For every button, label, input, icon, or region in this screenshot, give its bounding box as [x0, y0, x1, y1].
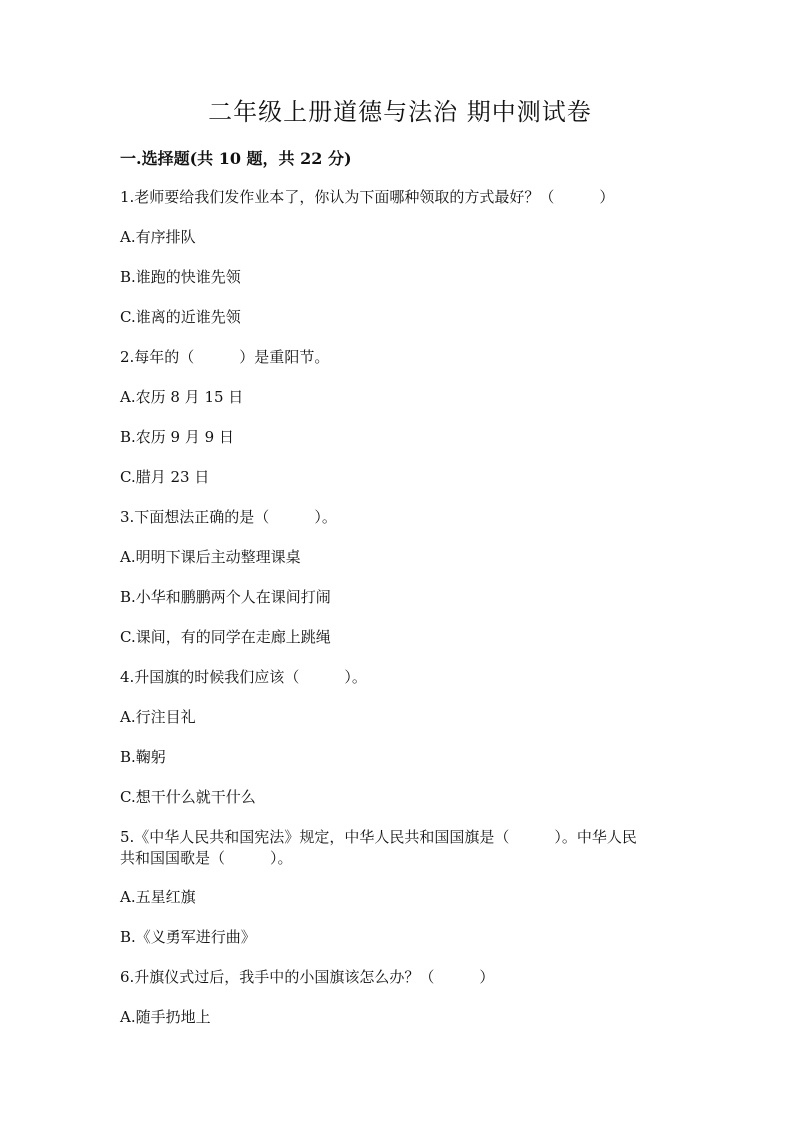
section-heading: 一.选择题(共 10 题，共 22 分)	[120, 149, 352, 168]
question-5-stem-line-2: 共和国国歌是（ ）。	[120, 849, 293, 867]
question-2-option-c: C.腊月 23 日	[120, 468, 210, 486]
question-1-option-a: A.有序排队	[120, 228, 196, 246]
question-6-stem: 6.升旗仪式过后，我手中的小国旗该怎么办？（ ）	[120, 968, 495, 986]
question-2-stem: 2.每年的（ ）是重阳节。	[120, 348, 330, 366]
question-3-option-a: A.明明下课后主动整理课桌	[120, 548, 301, 566]
question-1-option-b: B.谁跑的快谁先领	[120, 268, 241, 286]
question-3-stem: 3.下面想法正确的是（ ）。	[120, 508, 337, 526]
question-4-stem: 4.升国旗的时候我们应该（ ）。	[120, 668, 367, 686]
question-4-option-c: C.想干什么就干什么	[120, 788, 256, 806]
question-5-option-b: B.《义勇军进行曲》	[120, 928, 256, 946]
question-3-option-b: B.小华和鹏鹏两个人在课间打闹	[120, 588, 331, 606]
exam-title: 二年级上册道德与法治 期中测试卷	[208, 98, 592, 126]
question-4-option-b: B.鞠躬	[120, 748, 166, 766]
question-4-option-a: A.行注目礼	[120, 708, 196, 726]
question-5-option-a: A.五星红旗	[120, 888, 196, 906]
question-1-stem: 1.老师要给我们发作业本了，你认为下面哪种领取的方式最好？（ ）	[120, 188, 615, 206]
question-2-option-a: A.农历 8 月 15 日	[120, 388, 244, 406]
question-3-option-c: C.课间，有的同学在走廊上跳绳	[120, 628, 331, 646]
question-6-option-a: A.随手扔地上	[120, 1008, 211, 1026]
question-2-option-b: B.农历 9 月 9 日	[120, 428, 234, 446]
question-5-stem-line-1: 5.《中华人民共和国宪法》规定，中华人民共和国国旗是（ ）。中华人民	[120, 828, 637, 846]
question-1-option-c: C.谁离的近谁先领	[120, 308, 241, 326]
